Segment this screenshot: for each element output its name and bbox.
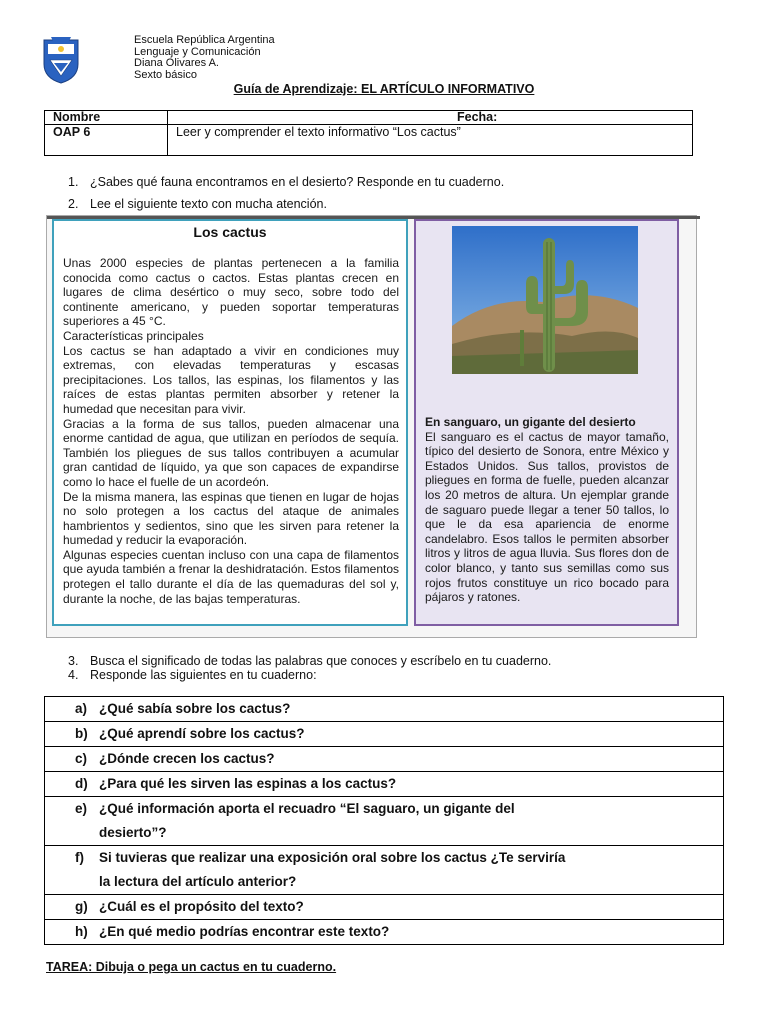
question-row: c) ¿Dónde crecen los cactus? [45, 747, 724, 772]
question-row: g) ¿Cuál es el propósito del texto? [45, 895, 724, 920]
instruction-4: 4. Responde las siguientes en tu cuaderno: [68, 668, 317, 682]
saguaro-photo [452, 226, 638, 374]
teacher-name: Diana Olivares A. [134, 57, 219, 69]
article-paragraph: Unas 2000 especies de plantas pertenecen a la familia conocida como cactus o cactos. Estas plantas crecen en lugares de clima desértico o muy seco, sobre todo del continente americano, y pueden soportar temperaturas superiores a 45 °C. [63, 256, 399, 329]
question-text-cont: desierto”? [99, 825, 167, 840]
article-subheading: Características principales [63, 328, 204, 343]
instruction-3: 3. Busca el significado de todas las palabras que conoces y escríbelo en tu cuaderno. [68, 654, 552, 668]
guide-title: Guía de Aprendizaje: EL ARTÍCULO INFORMATIVO [233, 82, 535, 96]
fecha-label: Fecha: [168, 111, 693, 125]
question-text: ¿Cuál es el propósito del texto? [99, 899, 304, 914]
question-row: f) Si tuvieras que realizar una exposición oral sobre los cactus ¿Te serviría la lectura del artículo anterior? [45, 846, 724, 895]
grade-label: Sexto básico [134, 68, 197, 81]
article-title: Los cactus [193, 224, 267, 240]
article-paragraph: Gracias a la forma de sus tallos, pueden almacenar una enorme cantidad de agua, que utilizan en períodos de sequía. También los pliegues de sus tallos contribuyen a acumular gran cantidad de líquido, ya que son capaces de expandirse como lo hace el fuelle de un acordeón. [63, 416, 399, 489]
question-text: Si tuvieras que realizar una exposición oral sobre los cactus ¿Te serviría [99, 850, 566, 865]
article-paragraph: Los cactus se han adaptado a vivir en condiciones muy extremas, con elevadas temperaturas y escasas precipitaciones. Los tallos, las espinas, los filamentos y las raíces de estas plantas permiten absorber y retener la humedad que necesitan para vivir. [63, 343, 399, 416]
question-row: e) ¿Qué información aporta el recuadro “El saguaro, un gigante del desierto”? [45, 797, 724, 846]
saguaro-text: El sanguaro es el cactus de mayor tamaño, típico del desierto de Sonora, entre México y Estados Unidos. Sus tallos, provistos de pliegues en forma de fuelle, pueden alcanzar los 20 metros de altura. Un ejemplar grande de saguaro puede llegar a tener 50 tallos, lo que le da esa apariencia de enorme candelabro. Esos tallos le permiten absorber litros y litros de agua lluvia. Sus flores don de color blanco, y tanto sus semillas como sus rojos frutos constituye un rico bocado para pájaros y ratones. [425, 429, 669, 605]
saguaro-title: En sanguaro, un gigante del desierto [425, 415, 636, 429]
question-text: ¿Qué aprendí sobre los cactus? [99, 726, 305, 741]
school-header [134, 35, 275, 81]
question-text: ¿Para qué les sirven las espinas a los cactus? [99, 776, 397, 791]
nombre-label: Nombre [45, 111, 168, 125]
oa-label: OAP 6 [45, 125, 168, 156]
questions-table [44, 696, 724, 945]
question-row: d) ¿Para qué les sirven las espinas a los cactus? [45, 772, 724, 797]
question-row: a) ¿Qué sabía sobre los cactus? [45, 697, 724, 722]
info-table [44, 110, 693, 156]
instruction-2: 2. Lee el siguiente texto con mucha atención. [68, 197, 327, 211]
question-row: h) ¿En qué medio podrías encontrar este texto? [45, 920, 724, 945]
instruction-1: 1. ¿Sabes qué fauna encontramos en el desierto? Responde en tu cuaderno. [68, 175, 505, 189]
saguaro-caption [425, 415, 669, 605]
article-body [63, 256, 399, 606]
article-box [52, 219, 408, 626]
question-text: ¿Dónde crecen los cactus? [99, 751, 275, 766]
question-text: ¿En qué medio podrías encontrar este texto? [99, 924, 390, 939]
article-paragraph: De la misma manera, las espinas que tienen en lugar de hojas no solo protegen a los cactus del ataque de animales hambrientos y sedientos, sino que les sirven para retener la humedad y reducir la evaporación. [63, 489, 399, 548]
subject-name: Lenguaje y Comunicación [134, 45, 261, 58]
question-row: b) ¿Qué aprendí sobre los cactus? [45, 722, 724, 747]
school-name: Escuela República Argentina [134, 34, 275, 46]
question-text-cont: la lectura del artículo anterior? [99, 874, 297, 889]
saguaro-box [414, 219, 679, 626]
question-text: ¿Qué información aporta el recuadro “El saguaro, un gigante del [99, 801, 515, 816]
homework-note: TAREA: Dibuja o pega un cactus en tu cuaderno. [46, 960, 337, 974]
article-paragraph: Algunas especies cuentan incluso con una capa de filamentos que ayuda también a frenar la deshidratación. Estos filamentos protegen el tallo durante el día de las quemaduras del sol y, durante la noche, de las bajas temperaturas. [63, 547, 399, 606]
school-shield-icon [42, 34, 80, 84]
question-text: ¿Qué sabía sobre los cactus? [99, 701, 291, 716]
oa-text: Leer y comprender el texto informativo “Los cactus” [168, 125, 693, 156]
